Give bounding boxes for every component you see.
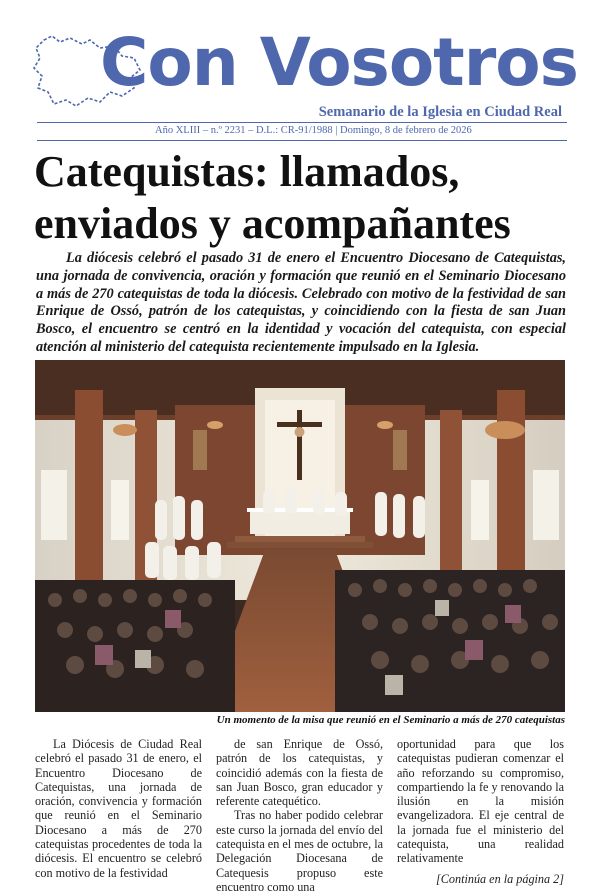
church-photo [35,360,565,712]
headline [34,146,574,250]
masthead-subtitle: Semanario de la Iglesia en Ciudad Real [318,104,562,120]
article-column-1 [35,737,202,880]
lead-paragraph: La diócesis celebró el pasado 31 de enero el Encuentro Diocesano de Catequistas, una jornada de convivencia, oración y formación que reunió en el Seminario Diocesano a más de 270 catequistas de toda la diócesis. Celebrado con motivo de la festividad de san Enrique de Ossó, patrón de los catequistas, y coincidiendo con la fiesta de san Juan Bosco, el encuentro se centró en la identidad y vocación del catequista, con especial atención al ministerio del catequista recientemente impulsado en la Iglesia. [36,250,566,355]
masthead [0,0,600,136]
headline-line-1: Catequistas: llamados, [34,147,460,196]
logo: Con Vosotros [100,24,578,101]
column-3-text: oportunidad para que los catequistas pudieran comenzar el año reforzando su compromiso, compartiendo la fe y renovando la ilusión en la misión evangelizadora. El eje central de la jornada fue el ministerio del catequista, una realidad relativamente [397,737,564,866]
continue-link[interactable]: [Continúa en la página 2] [436,871,564,886]
article-column-2 [216,737,383,894]
column-2-text-2: Tras no haber podido celebrar este curso la jornada del envío del catequista en el mes de octubre, la Delegación Diocesana de Catequesis propuso este encuentro como una [216,808,383,894]
photo-caption: Un momento de la misa que reunió en el Seminario a más de 270 catequistas [216,714,565,726]
article-column-3 [397,737,564,886]
column-2-text-1: de san Enrique de Ossó, patrón de los catequistas, y coincidió además con la fiesta de san Juan Bosco, gran educador y referente catequético. [216,737,383,809]
church-mass-illustration [35,360,565,712]
masthead-rule-bottom [37,140,567,141]
column-1-text: La Diócesis de Ciudad Real celebró el pasado 31 de enero, el Encuentro Diocesano de Catequistas, una jornada de oración, convivencia y formación que reunió en el Seminario Diocesano a más de 270 catequistas procedentes de toda la diócesis. El encuentro se celebró con motivo de la festividad [35,737,202,880]
headline-line-2: enviados y acompañantes [34,199,511,248]
issue-info: Año XLIII – n.º 2231 – D.L.: CR-91/1988 | Domingo, 8 de febrero de 2026 [155,125,472,136]
masthead-rule [37,122,567,123]
